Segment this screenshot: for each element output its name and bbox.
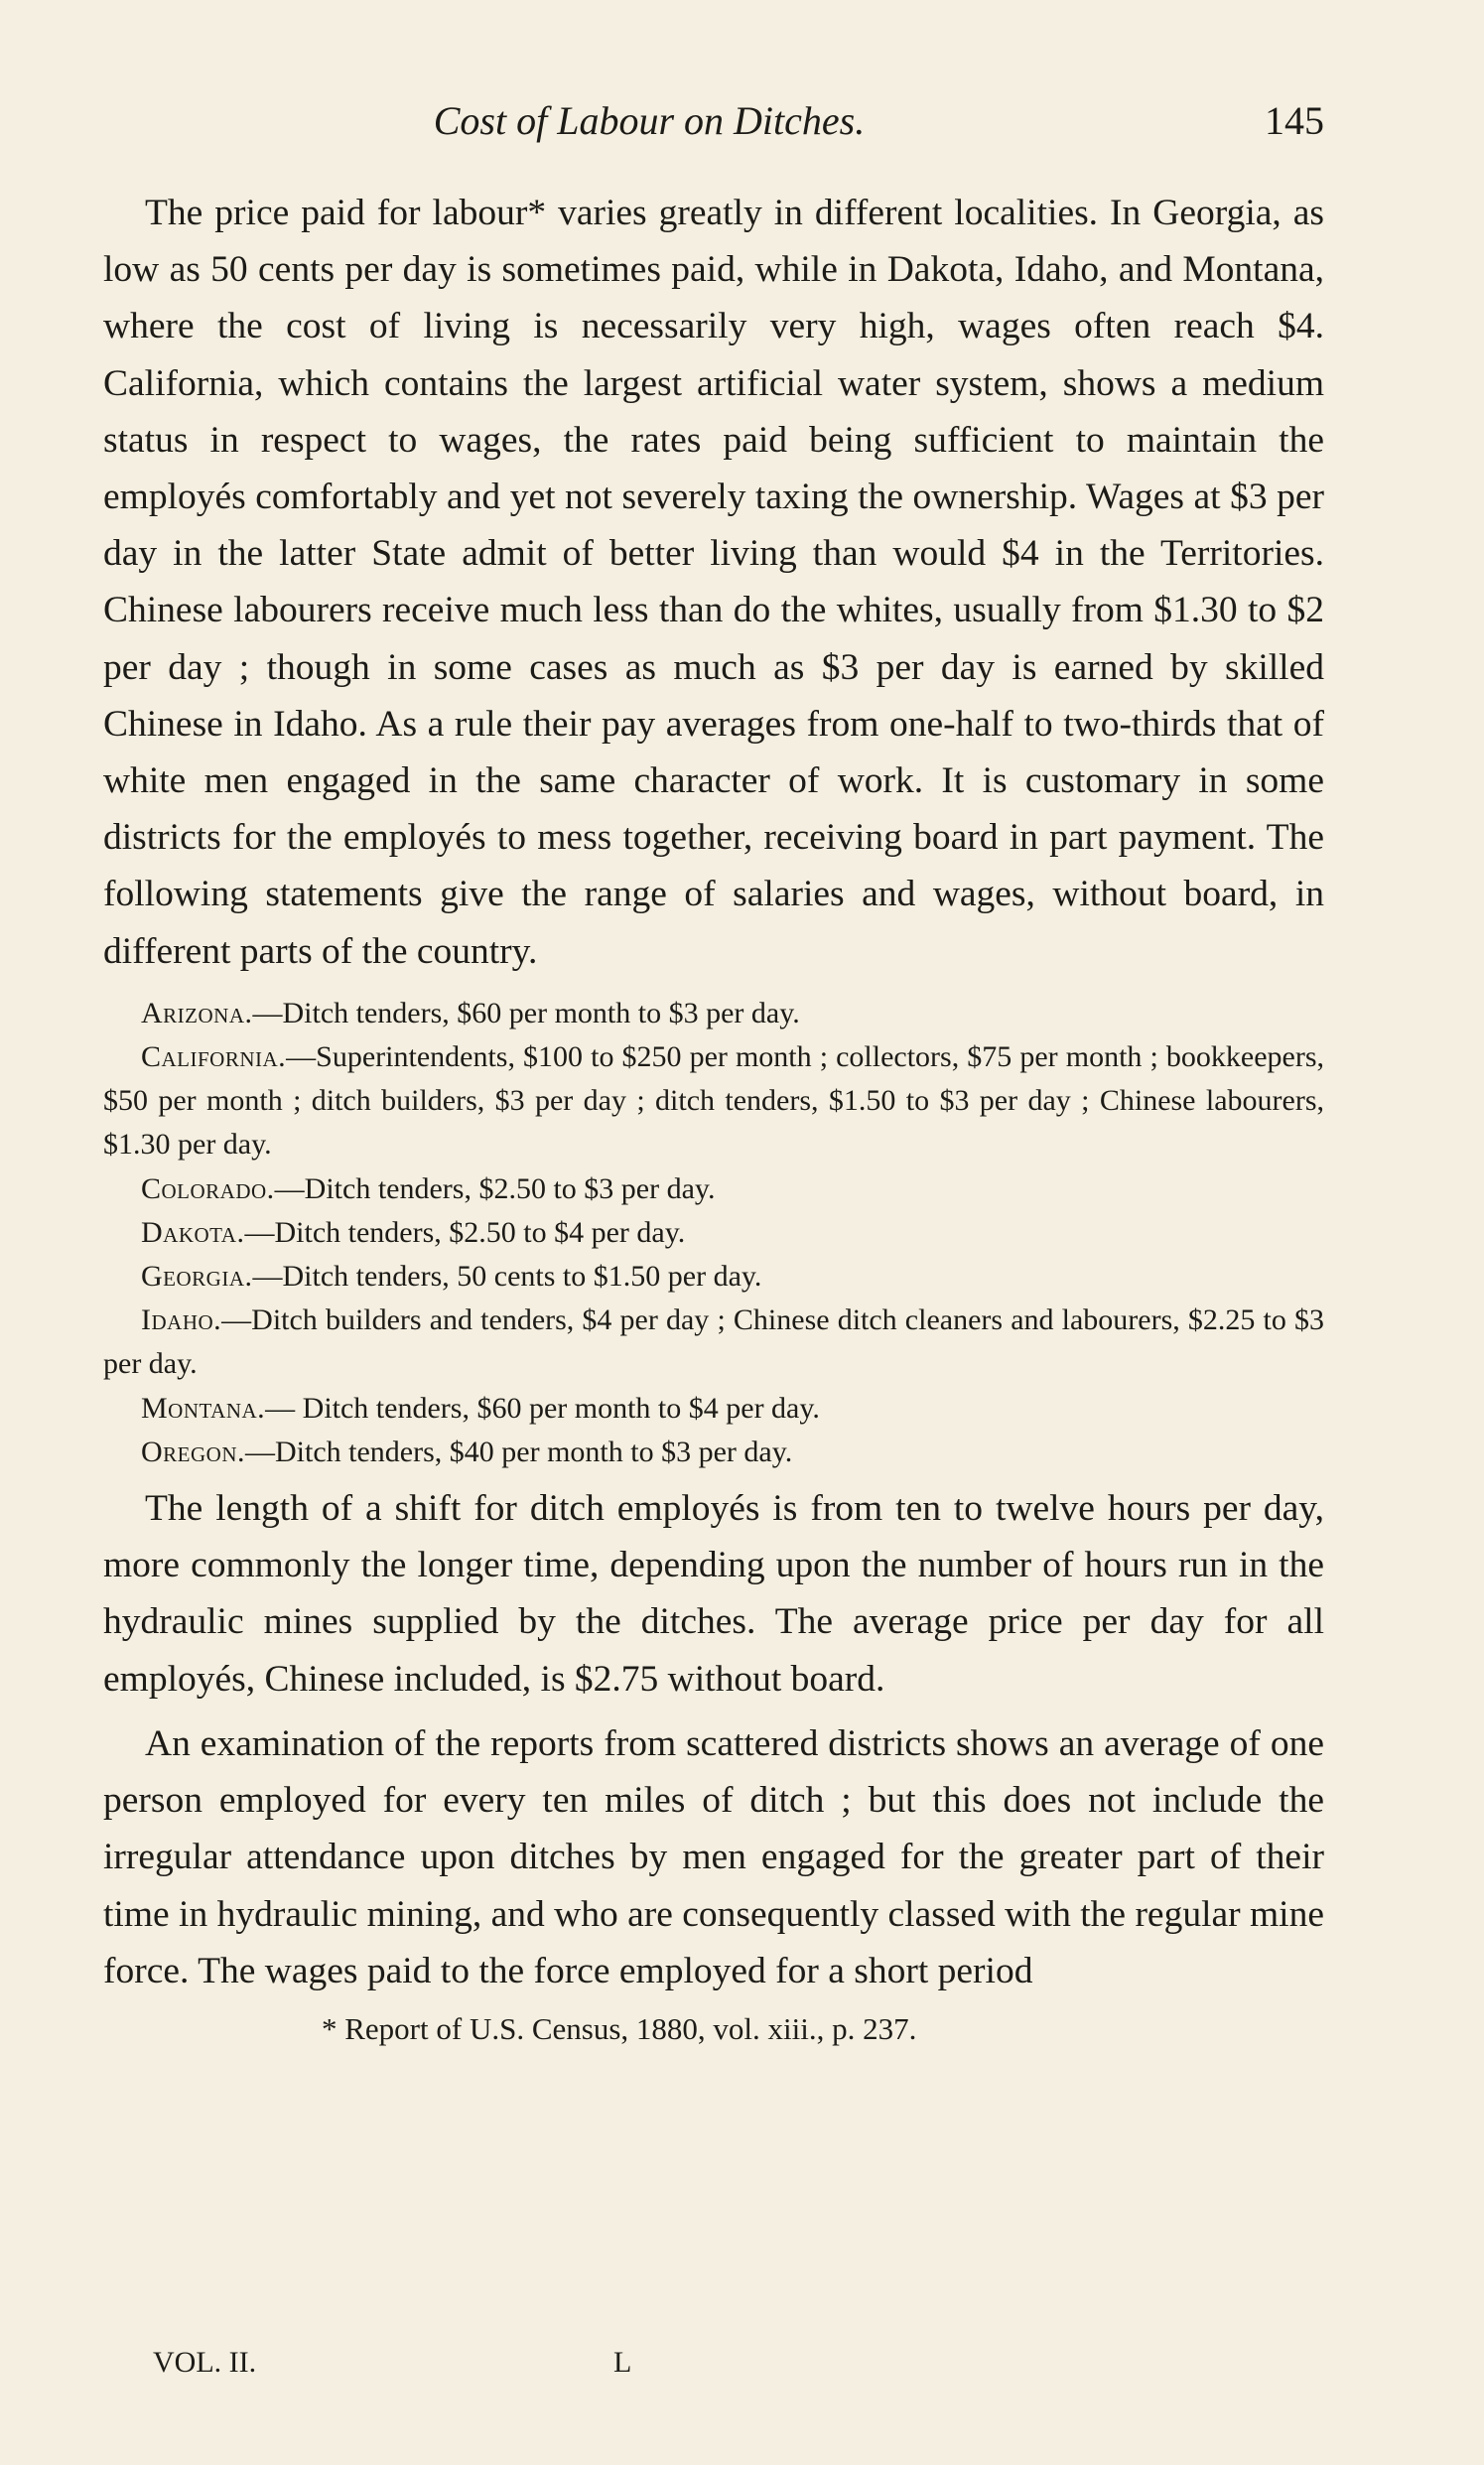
wage-text: —Ditch tenders, $2.50 to $4 per day. [244,1215,686,1249]
wage-entry-dakota [103,1211,1324,1255]
state-name: California. [141,1040,287,1074]
signature-line [40,2346,1261,2386]
wage-text: — Ditch tenders, $60 per month to $4 per day. [265,1391,820,1425]
wage-entry-georgia [103,1255,1324,1299]
wage-entry-colorado [103,1167,1324,1211]
footnote: * Report of U.S. Census, 1880, vol. xiii., p. 237. [322,2010,917,2046]
running-title: Cost of Labour on Ditches. [433,98,866,143]
wage-text: —Ditch tenders, $40 per month to $3 per day. [245,1435,793,1468]
wage-entry-arizona [103,992,1324,1035]
wage-text: —Ditch tenders, 50 cents to $1.50 per day. [252,1260,762,1294]
wage-entry-california [103,1035,1324,1167]
state-name: Montana. [141,1391,266,1425]
state-name: Dakota. [141,1215,245,1249]
wage-text: —Ditch builders and tenders, $4 per day ; Chinese ditch cleaners and labourers, $2.25 to $3 per day. [103,1303,1324,1381]
signature-letter: L [613,2346,632,2379]
paragraph-shift-length: The length of a shift for ditch employés is from ten to twelve hours per day, more commonly the longer time, depending upon the number of hours run in the hydraulic mines supplied by the ditches. The average price per day for all employés, Chinese included, is $2.75 without board. [103,1488,1324,1700]
wage-text: —Ditch tenders, $2.50 to $3 per day. [274,1171,716,1205]
book-page [103,97,1324,2051]
volume-label: VOL. II. [153,2346,257,2379]
wage-text: —Ditch tenders, $60 per month to $3 per day. [252,996,800,1029]
page-number: 145 [1265,98,1324,143]
wage-entry-montana [103,1387,1324,1431]
state-name: Georgia. [141,1260,253,1294]
paragraph-labour-prices: The price paid for labour* varies greatly in different localities. In Georgia, as low as 50 cents per day is sometimes paid, while in Dakota, Idaho, and Montana, where the cost of living is necessarily very high, wages often reach $4. California, which contains the largest artificial water system, shows a medium status in respect to wages, the rates paid being sufficient to maintain the employés comfortably and yet not severely taxing the ownership. Wages at $3 per day in the latter State admit of better living than would $4 in the Territories. Chinese labourers receive much less than do the whites, usually from $1.30 to $2 per day ; though in some cases as much as $3 per day is earned by skilled Chinese in Idaho. As a rule their pay averages from one-half to two-thirds that of white men engaged in the same character of work. It is customary in some districts for the employés to mess together, receiving board in part payment. The following statements give the range of salaries and wages, without board, in different parts of the country. [103,193,1324,972]
paragraph-district-reports: An examination of the reports from scattered districts shows an average of one person employed for every ten miles of ditch ; but this does not include the irregular attendance upon ditches by men engaged for the greater part of their time in hydraulic mining, and who are consequently classed with the regular mine force. The wages paid to the force employed for a short period [103,1722,1324,1991]
wage-entry-oregon [103,1431,1324,1474]
wage-statements [103,992,1324,1474]
wage-text: —Superintendents, $100 to $250 per month ; collectors, $75 per month ; bookkeepers, $50 per month ; ditch builders, $3 per day ; ditch tenders, $1.50 to $3 per day ; Chinese labourers, $1.30 per day. [103,1040,1324,1162]
state-name: Colorado. [141,1171,275,1205]
wage-entry-idaho [103,1299,1324,1386]
state-name: Arizona. [141,996,253,1029]
state-name: Oregon. [141,1435,245,1468]
state-name: Idaho. [141,1303,222,1337]
running-head [103,97,1324,157]
